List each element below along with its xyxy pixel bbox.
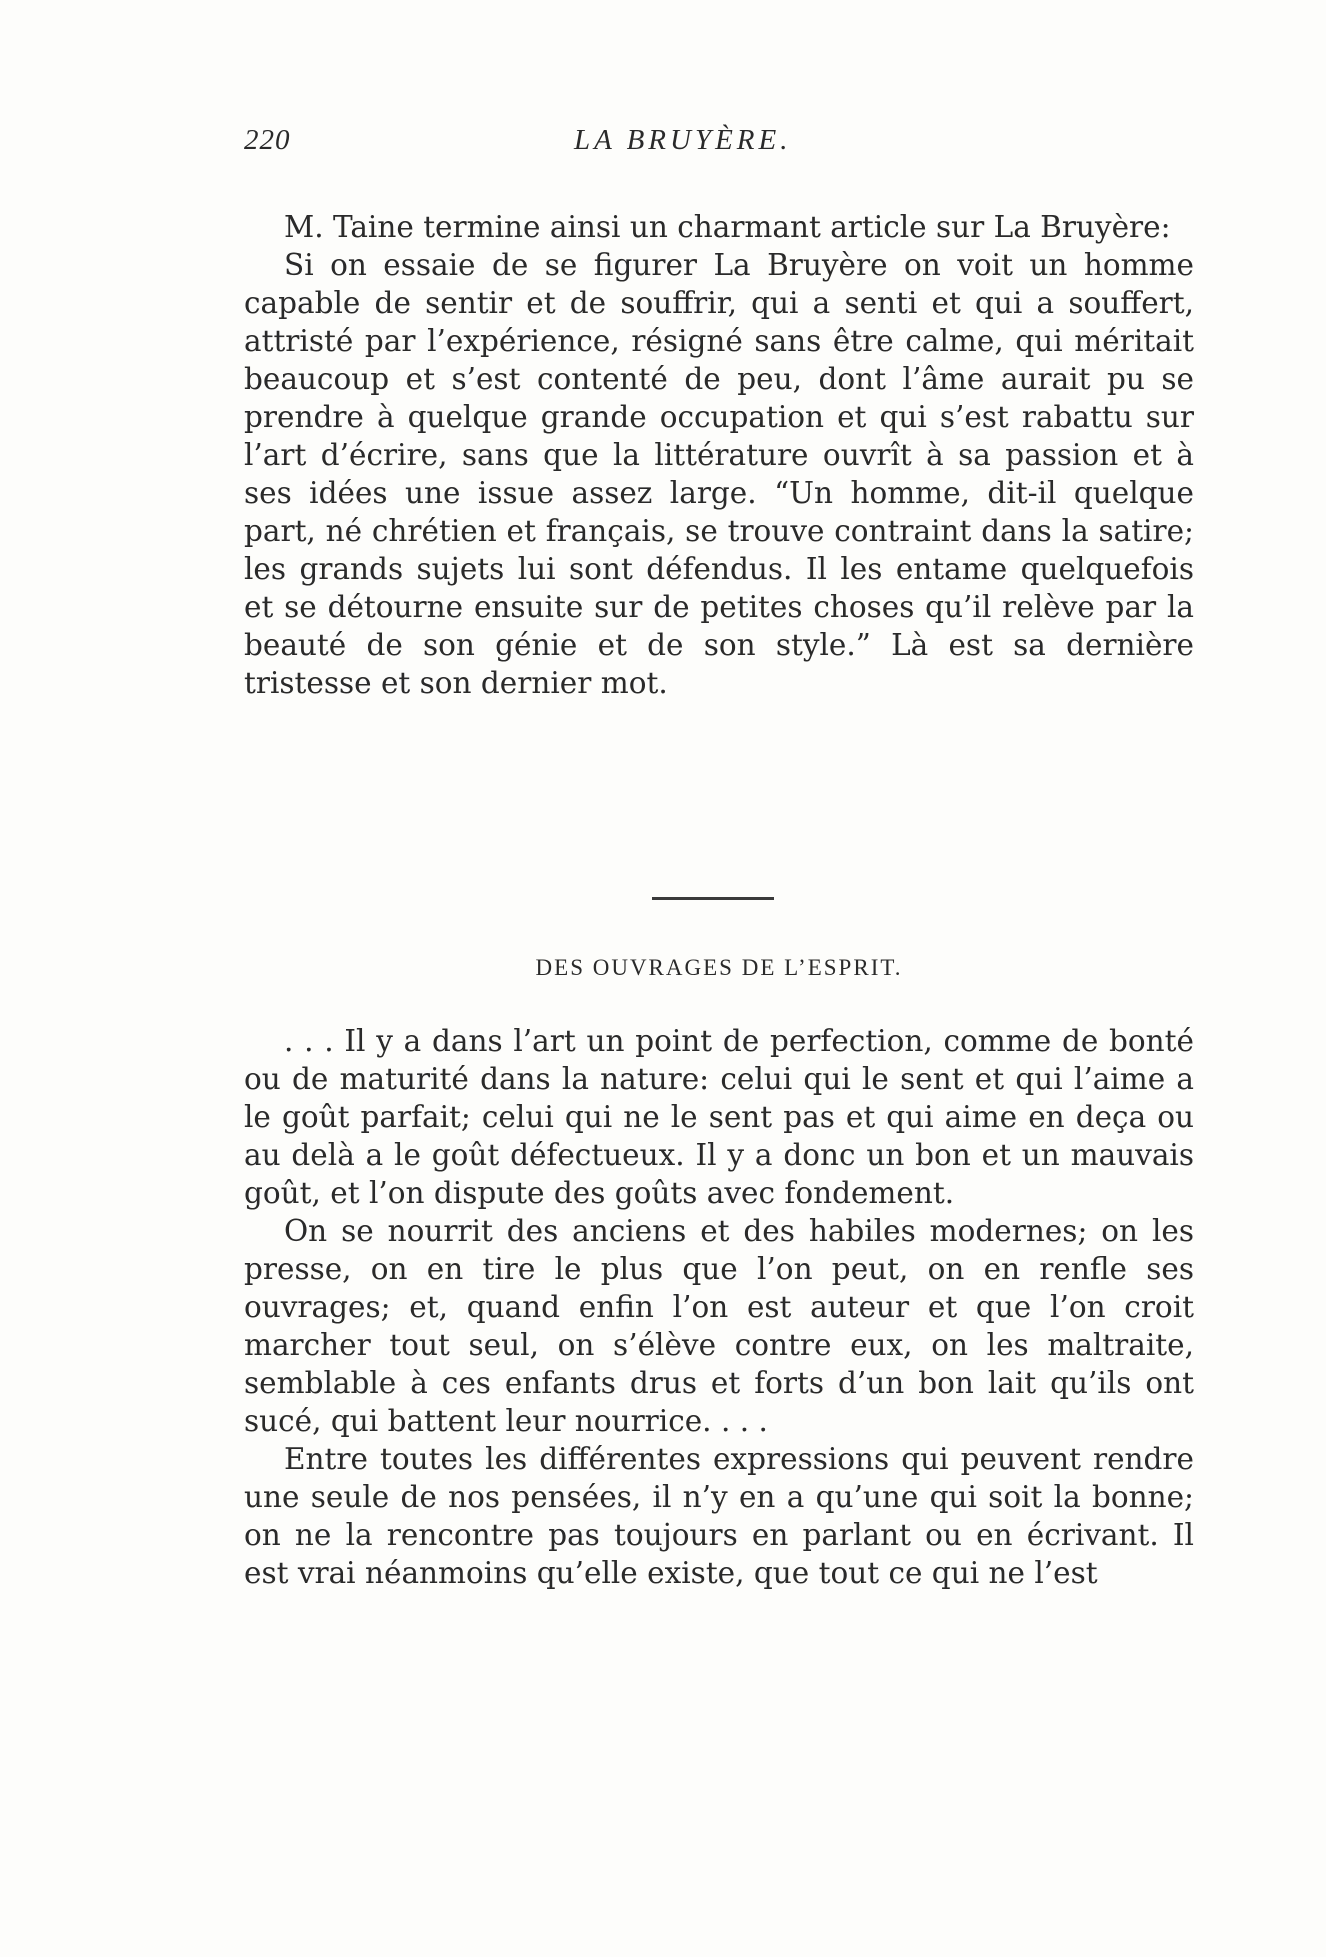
- section-paragraph: On se nourrit des anciens et des habiles modernes; on les presse, on en tire le plus que l’on peut, on en renfle ses ouvrages; et, quand enfin l’on est auteur et que l’on croit marcher tout seul, on s’élève contre eux, on les maltraite, semblable à ces enfants drus et forts d’un bon lait qu’ils ont sucé, qui battent leur nourrice. . . .: [244, 1214, 1194, 1438]
- section-paragraph: Entre toutes les différentes expressions qui peuvent rendre une seule de nos pensées, il n’y en a qu’une qui soit la bonne; on ne la rencontre pas toujours en parlant ou en écrivant. Il est vrai néanmoins qu’elle existe, que tout ce qui ne l’est: [244, 1442, 1194, 1590]
- section-divider: [652, 897, 774, 900]
- page-header: [244, 124, 1194, 164]
- section-text: [244, 1022, 1194, 1592]
- intro-lead-paragraph: M. Taine termine ainsi un charmant article sur La Bruyère:: [284, 210, 1171, 244]
- intro-text: [244, 208, 1194, 702]
- page-number: 220: [244, 124, 291, 156]
- running-title: LA BRUYÈRE.: [574, 124, 792, 156]
- section-heading: DES OUVRAGES DE L’ESPRIT.: [535, 955, 903, 980]
- intro-quote-paragraph: Si on essaie de se figurer La Bruyère on voit un homme capable de sentir et de souffrir, qui a senti et qui a souffert, attristé par l’expérience, résigné sans être calme, qui méritait beaucoup et s’est contenté de peu, dont l’âme aurait pu se prendre à quelque grande occupation et qui s’est rabattu sur l’art d’écrire, sans que la littérature ouvrît à sa passion et à ses idées une issue assez large. “Un homme, dit-il quelque part, né chrétien et français, se trouve contraint dans la satire; les grands sujets lui sont défendus. Il les entame quelquefois et se détourne ensuite sur de petites choses qu’il relève par la beauté de son génie et de son style.” Là est sa dernière tristesse et son dernier mot.: [244, 248, 1194, 700]
- section-paragraph: . . . Il y a dans l’art un point de perfection, comme de bonté ou de maturité dans la nature: celui qui le sent et qui l’aime a le goût parfait; celui qui ne le sent pas et qui aime en deça ou au delà a le goût défectueux. Il y a donc un bon et un mauvais goût, et l’on dispute des goûts avec fondement.: [244, 1024, 1194, 1210]
